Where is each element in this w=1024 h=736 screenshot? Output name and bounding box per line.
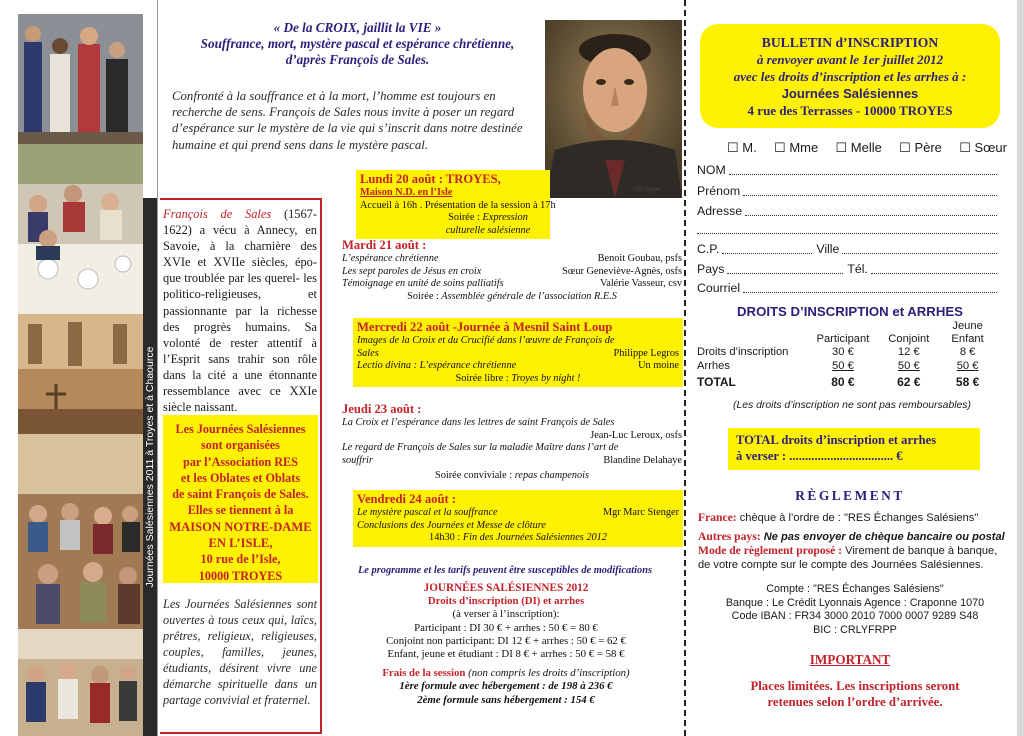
civility-pere-label: Père: [914, 140, 942, 155]
reglement-body: [698, 511, 1008, 572]
org-addr-2: 10000 TROYES: [198, 568, 283, 583]
bio-line-7: des progrès humains. Sa: [163, 319, 317, 334]
bulletin-header-box: [700, 24, 1000, 128]
mercredi-row-2: [357, 348, 679, 361]
no-refund-note: (Les droits d’inscription ne sont pas remboursables): [733, 400, 971, 411]
tarifs-sub2: (à verser à l’inscription):: [452, 608, 560, 621]
reg-france: [698, 511, 1008, 525]
civility-mme-label: Mme: [789, 140, 819, 155]
photo-chapel-art: [18, 314, 143, 434]
civility-pere[interactable]: [899, 140, 942, 156]
cell: 50 €: [897, 359, 920, 372]
theme-title: [170, 20, 545, 68]
frais-line: [330, 667, 682, 680]
fold-line-left: [157, 0, 158, 736]
org-line-3: par l’Association RES: [183, 454, 298, 469]
tarif-line-1: Participant : DI 30 € + arrhes : 50 € = 80 €: [414, 621, 598, 634]
fees-table: [697, 320, 997, 390]
vendredi-line2: Conclusions des Journées et Messe de clôture: [357, 519, 546, 531]
field-cp-line[interactable]: [722, 242, 812, 254]
bio-line-5: les politico-religieuses, et: [163, 271, 317, 302]
mercredi-line1: Images de la Croix et du Crucifié dans l’œuvre de François de: [357, 335, 615, 346]
vendredi-time: 14h30 :: [429, 532, 461, 543]
field-nom-line[interactable]: [729, 163, 997, 175]
row-label-total: TOTAL: [697, 375, 736, 389]
org-addr-1: 10 rue de l’Isle,: [200, 552, 281, 567]
fees-row-total: [697, 373, 997, 390]
field-nom[interactable]: [697, 163, 997, 177]
photo-meal-art: [18, 144, 143, 314]
checkbox-icon[interactable]: ☐: [835, 140, 848, 155]
mardi-speaker-3: Valérie Vasseur, csv: [599, 278, 682, 289]
important-line-1: Places limitées. Les inscriptions seront: [750, 679, 960, 693]
reglement-title: RÈGLEMENT: [795, 488, 905, 503]
photo-strip: [18, 14, 143, 736]
tarifs-title: JOURNÉES SALÉSIENNES 2012: [423, 582, 589, 594]
mardi-talk-1: L’espérance chrétienne: [342, 253, 439, 264]
bio-line-0: (1567-: [271, 207, 317, 221]
jeudi-line1: La Croix et l’espérance dans les lettres de saint François de Sales: [342, 417, 615, 428]
field-tel-label: Tél.: [847, 262, 868, 276]
mardi-row-3: [342, 278, 682, 291]
field-ville-label: Ville: [816, 242, 840, 256]
day-mardi: [342, 238, 682, 303]
mardi-title: Mardi 21 août :: [342, 238, 427, 252]
programme-note: Le programme et les tarifs peuvent être susceptibles de modifications: [357, 565, 653, 576]
page-edge: [1017, 0, 1024, 736]
organizers-box: [163, 415, 318, 583]
cell: 80 €: [831, 375, 855, 389]
mardi-speaker-2: Sœur Geneviève-Agnès, osfs: [562, 265, 682, 277]
cell: 50 €: [832, 359, 854, 372]
jeudi-title: Jeudi 23 août :: [342, 402, 422, 416]
mardi-speaker-1: Benoit Goubau, psfs: [597, 253, 682, 264]
bio-line-2: en Savoie, à la charnière des: [163, 223, 317, 254]
francois-bio: [163, 206, 317, 415]
col-conjoint: Conjoint: [888, 332, 930, 345]
fold-line-cut: [684, 0, 686, 736]
org-line-6: Elles se tiennent à la: [187, 503, 294, 518]
bio-line-6: passionnante par la richesse: [163, 303, 317, 318]
cell: 50 €: [956, 359, 979, 372]
photo-group-room: [18, 629, 143, 736]
reg-mode-label: Mode de règlement proposé :: [698, 544, 843, 558]
civility-mme[interactable]: [774, 140, 818, 156]
francois-name: François de Sales: [163, 207, 272, 221]
civility-melle-label: Melle: [850, 140, 882, 155]
mardi-soiree-label: Soirée :: [407, 290, 439, 302]
lundi-soiree-label: Soirée :: [448, 212, 480, 223]
important-line-2: retenues selon l’ordre d’arrivée.: [767, 695, 943, 709]
frais-title: Frais de la session: [382, 667, 466, 680]
vendredi-row-1: [357, 507, 679, 520]
bio-line-9: l’Esprit sans trahir son rôle: [163, 351, 317, 366]
bio-line-11: ressemblance avec ce XXIe: [163, 384, 317, 399]
civility-soeur[interactable]: [959, 140, 1007, 156]
checkbox-icon[interactable]: ☐: [899, 140, 911, 155]
strip-caption: Journées Salésiennes 2011 à Troyes et à Chaource: [144, 346, 156, 588]
bio-line-8: volonté de rester attentif à: [163, 335, 317, 350]
portrait-credit: ©B.Gayet: [633, 186, 662, 193]
theme-title-line-1: « De la CROIX, jaillit la VIE »: [273, 20, 442, 35]
mercredi-title: Mercredi 22 août -Journée à Mesnil Saint Loup: [357, 320, 613, 334]
field-ville-line[interactable]: [842, 242, 997, 254]
tarifs-block: [330, 582, 682, 707]
open-to-all-text: Les Journées Salésiennes sont ouvertes à tous ceux qui, laïcs, prêtres, religieux, religieuses, couples, familles, jeunes, étudiants, désirent vivre une démarche spirituelle dans un partage convivial et fraternel.: [163, 597, 317, 707]
photo-assembly: [18, 434, 143, 629]
bulletin-line-3: avec les droits d’inscription et les arrhes à :: [733, 69, 967, 84]
org-line-5: de saint François de Sales.: [172, 487, 309, 502]
civility-soeur-label: Sœur: [974, 140, 1007, 155]
bulletin-line-5: 4 rue des Terrasses - 10000 TROYES: [747, 103, 953, 118]
field-prenom-line[interactable]: [743, 184, 997, 196]
bulletin-line-2: à renvoyer avant le 1er juillet 2012: [756, 52, 944, 67]
intro-paragraph: Confronté à la souffrance et à la mort, l’homme est toujours en recherche de sens. François de Sales nous invite à poser un regard d’espérance sur le mystère de la vie qui s’inscrit dans notre destinée humaine et qui prend sens dans le mystère pascal.: [172, 89, 523, 152]
day-mercredi: [353, 318, 683, 387]
reg-france-label: France:: [698, 511, 737, 524]
field-prenom[interactable]: [697, 184, 997, 198]
field-cp-ville[interactable]: [697, 242, 997, 256]
field-adresse[interactable]: [697, 204, 997, 218]
field-nom-label: NOM: [697, 163, 726, 177]
total-line-1: TOTAL droits d’inscription et arrhes: [736, 433, 937, 447]
reg-autres-text: Ne pas envoyer de chèque bancaire ou postal: [763, 531, 1005, 544]
cell: 8 €: [959, 346, 976, 358]
bank-line-4: BIC : CRLYFRPP: [813, 623, 897, 636]
mercredi-soiree-label: Soirée libre :: [455, 372, 509, 384]
strip-caption-band: [143, 198, 157, 736]
bank-line-3: Code IBAN : FR34 3000 2010 7000 0007 9289 S48: [731, 610, 979, 623]
bank-line-2: Banque : Le Crédit Lyonnais Agence : Craponne 1070: [725, 596, 985, 609]
mercredi-line3: Lectio divina : L’espérance chrétienne: [357, 360, 517, 371]
mercredi-line2: Sales: [357, 347, 379, 359]
bio-line-1: 1622) a vécu à Annecy,: [163, 223, 298, 238]
lundi-sub: Maison N.D. en l’Isle: [360, 187, 453, 198]
field-pays-label: Pays: [697, 262, 725, 276]
field-pays-line[interactable]: [727, 262, 843, 274]
org-line-2: sont organisées: [201, 438, 280, 453]
jeudi-speaker-2: Blandine Delahaye: [603, 454, 682, 466]
reg-france-text: chèque à l’ordre de : "RES Échanges Salésiens": [739, 512, 979, 524]
civility-options: [727, 140, 1007, 156]
mardi-row-1: [342, 253, 682, 266]
theme-title-line-3: d’après François de Sales.: [285, 52, 430, 67]
tarif-line-2: Conjoint non participant: DI 12 € + arrhes : 50 € = 62 €: [386, 634, 626, 647]
mercredi-speaker-1: Philippe Legros: [613, 347, 679, 359]
total-to-pay-box[interactable]: [728, 428, 980, 470]
fees-row-droits: [697, 346, 997, 360]
org-line-1: Les Journées Salésiennes: [175, 422, 306, 436]
civility-m-label: M.: [742, 140, 757, 155]
fees-header-row: [697, 320, 997, 346]
photo-assembly-art: [18, 434, 143, 629]
checkbox-icon[interactable]: ☐: [959, 140, 971, 155]
vendredi-title: Vendredi 24 août :: [357, 492, 457, 506]
field-cp-label: C.P.: [697, 242, 720, 256]
bank-line-1: Compte : "RES Échanges Salésiens": [766, 583, 944, 595]
bulletin-title: BULLETIN d’INSCRIPTION: [761, 35, 939, 50]
theme-title-line-2: Souffrance, mort, mystère pascal et espérance chrétienne,: [200, 36, 515, 51]
day-lundi: [356, 170, 556, 239]
photo-people-standing: [18, 14, 143, 144]
bio-line-12: siècle naissant.: [163, 400, 238, 415]
field-adresse-label: Adresse: [697, 204, 743, 218]
field-prenom-label: Prénom: [697, 184, 741, 198]
tarifs-sub: Droits d’inscription (DI) et arrhes: [427, 595, 585, 608]
org-house-1: MAISON NOTRE-DAME: [169, 519, 312, 534]
vendredi-speaker: Mgr Marc Stenger: [602, 507, 679, 518]
col-jeune-enfant: Jeune Enfant: [951, 320, 984, 345]
field-courriel-label: Courriel: [697, 281, 741, 295]
checkbox-icon[interactable]: ☐: [774, 140, 786, 155]
formula-1: 1ère formule avec hébergement : de 198 à 236 €: [399, 680, 613, 693]
bio-line-10: dans la cité a une étonnante: [163, 367, 317, 382]
field-adresse-2-line[interactable]: [697, 222, 997, 234]
jeudi-speaker-1: Jean-Luc Leroux, osfs: [590, 429, 682, 441]
field-pays-tel[interactable]: [697, 262, 997, 276]
mardi-row-2: [342, 266, 682, 279]
bulletin-line-4: Journées Salésiennes: [781, 86, 919, 101]
field-courriel[interactable]: [697, 281, 997, 295]
day-vendredi: [353, 490, 683, 547]
portrait-art: [545, 20, 682, 198]
droits-title: DROITS D’INSCRIPTION et ARRHES: [737, 304, 963, 319]
day-jeudi: [342, 402, 682, 483]
lundi-soiree: Expression culturelle salésienne: [445, 212, 531, 236]
bank-details: [700, 583, 1010, 637]
civility-melle[interactable]: [836, 140, 882, 156]
org-line-4: et les Oblates et Oblats: [180, 470, 301, 485]
jeudi-row-3: [342, 455, 682, 468]
portrait-francois-de-sales: [545, 20, 682, 198]
reg-mode-text: Virement de banque à banque, de votre compte sur le compte des Journées Salésiennes.: [698, 545, 998, 571]
photo-people-standing-art: [18, 14, 143, 144]
civility-m[interactable]: [727, 140, 757, 156]
frais-note: (non compris les droits d’inscription): [468, 667, 630, 680]
important-text: [700, 678, 1010, 710]
photo-meal: [18, 144, 143, 314]
reg-mode: [698, 544, 1008, 571]
checkbox-icon[interactable]: ☐: [727, 140, 739, 155]
vendredi-line1: Le mystère pascal et la souffrance: [357, 507, 498, 518]
field-courriel-line[interactable]: [743, 281, 997, 293]
mercredi-speaker-2: Un moine: [638, 360, 679, 371]
mercredi-soiree: Troyes by night !: [511, 372, 581, 384]
important-title: IMPORTANT: [809, 652, 891, 667]
mardi-talk-2: Les sept paroles de Jésus en croix: [342, 265, 482, 277]
field-adresse-2[interactable]: [697, 222, 997, 234]
reg-autres: [698, 530, 1008, 544]
jeudi-line2: Le regard de François de Sales sur la maladie Maître dans l’art de: [342, 442, 619, 453]
jeudi-soiree-label: Soirée conviviale :: [434, 470, 513, 481]
photo-group-room-art: [18, 629, 143, 736]
total-line-2[interactable]: à verser : ................................. €: [736, 449, 903, 463]
col-participant: Participant: [816, 332, 870, 345]
cell: 62 €: [897, 375, 921, 389]
fees-row-arrhes: [697, 360, 997, 374]
lundi-title: Lundi 20 août : TROYES,: [360, 172, 501, 186]
mardi-soiree: Assemblée générale de l’association R.E.S: [441, 290, 617, 302]
bio-line-4: que troublée par les querel-: [163, 271, 300, 286]
mardi-talk-3: Témoignage en unité de soins palliatifs: [342, 278, 504, 289]
reg-autres-label: Autres pays:: [698, 530, 761, 544]
vendredi-line3: Fin des Journées Salésiennes 2012: [462, 532, 607, 543]
jeudi-line3: souffrir: [342, 454, 373, 466]
row-label-droits: Droits d’inscription: [697, 346, 789, 358]
bio-line-3: XVIe et XVIIe siècles, épo-: [163, 255, 317, 270]
org-house-2: EN L’ISLE,: [208, 536, 273, 551]
mercredi-row-3: [357, 360, 679, 373]
photo-chapel-interior: [18, 314, 143, 434]
jeudi-soiree: repas champenois: [514, 470, 590, 481]
cell: 30 €: [832, 346, 854, 358]
field-adresse-line[interactable]: [745, 204, 997, 216]
cell: 58 €: [955, 375, 980, 389]
field-tel-line[interactable]: [871, 262, 997, 274]
cell: 12 €: [897, 346, 920, 358]
tarif-line-3: Enfant, jeune et étudiant : DI 8 € + arrhes : 50 € = 58 €: [387, 648, 625, 661]
row-label-arrhes: Arrhes: [697, 359, 730, 372]
formula-2: 2ème formule sans hébergement : 154 €: [417, 693, 595, 706]
lundi-line1: Accueil à 16h . Présentation de la session à 17h: [360, 199, 556, 211]
